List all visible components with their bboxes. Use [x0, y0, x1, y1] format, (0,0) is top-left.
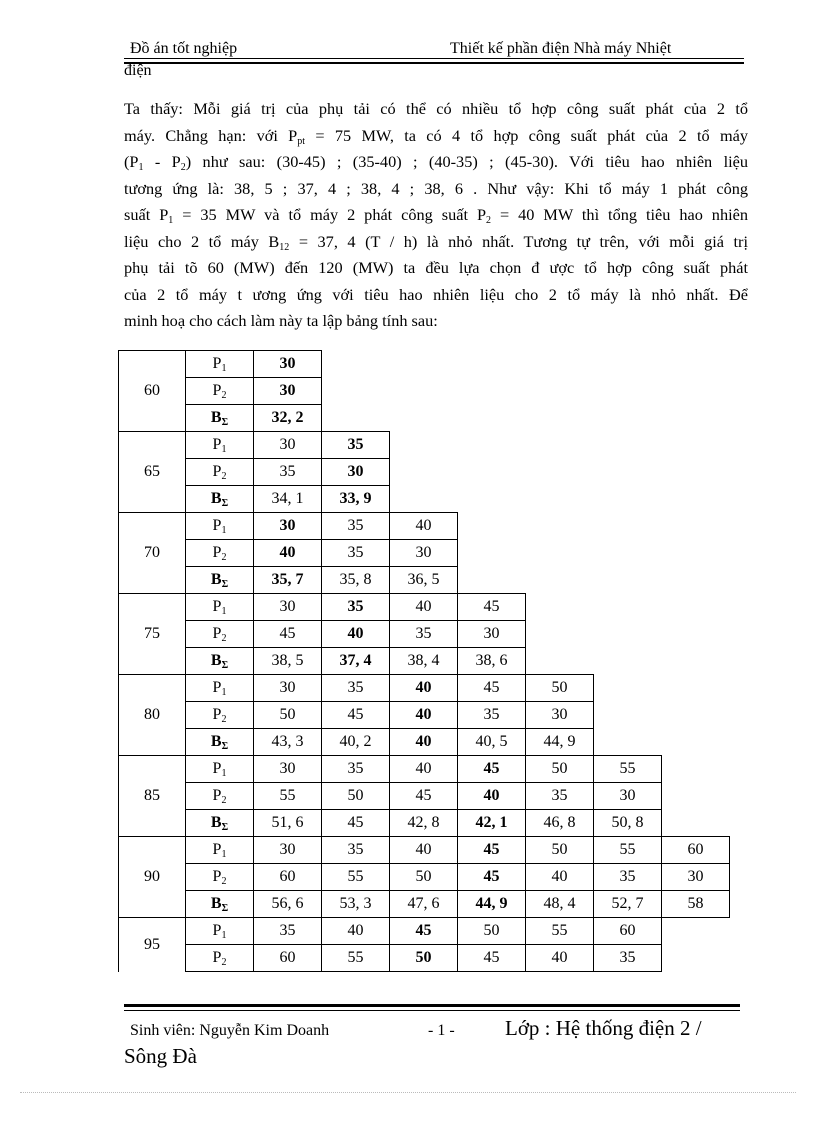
- value-cell: 45: [322, 810, 390, 837]
- footer-rule: [124, 1010, 740, 1011]
- value-cell: 32, 2: [254, 405, 322, 432]
- value-cell: 30: [526, 702, 594, 729]
- value-cell: 45: [458, 756, 526, 783]
- value-cell: 43, 3: [254, 729, 322, 756]
- value-cell: 35: [322, 513, 390, 540]
- value-cell: 45: [390, 918, 458, 945]
- empty-cell: [526, 459, 594, 486]
- value-cell: 30: [390, 540, 458, 567]
- table-row: [119, 783, 730, 810]
- value-cell: 47, 6: [390, 891, 458, 918]
- empty-cell: [526, 594, 594, 621]
- header-doc-title: Thiết kế phần điện Nhà máy Nhiệt: [450, 40, 672, 57]
- empty-cell: [526, 567, 594, 594]
- load-value-cell: 65: [119, 432, 186, 513]
- value-cell: 38, 5: [254, 648, 322, 675]
- value-cell: 40: [390, 729, 458, 756]
- value-cell: 30: [254, 351, 322, 378]
- load-value-cell: 95: [119, 918, 186, 972]
- empty-cell: [458, 432, 526, 459]
- empty-cell: [662, 486, 730, 513]
- value-cell: 45: [458, 594, 526, 621]
- body-paragraph: [124, 96, 748, 335]
- value-cell: 35: [526, 783, 594, 810]
- empty-cell: [662, 702, 730, 729]
- value-cell: 50: [526, 675, 594, 702]
- value-cell: 37, 4: [322, 648, 390, 675]
- value-cell: 35: [254, 459, 322, 486]
- value-cell: 45: [458, 945, 526, 972]
- value-cell: 35: [594, 864, 662, 891]
- table-row: [119, 594, 730, 621]
- empty-cell: [390, 378, 458, 405]
- value-cell: 50: [526, 837, 594, 864]
- empty-cell: [594, 621, 662, 648]
- empty-cell: [594, 513, 662, 540]
- table-row: [119, 486, 730, 513]
- header-title-continuation: điện: [124, 62, 152, 79]
- value-cell: 42, 8: [390, 810, 458, 837]
- load-value-cell: 90: [119, 837, 186, 918]
- empty-cell: [662, 648, 730, 675]
- row-label-cell: $P_1$: [186, 594, 254, 621]
- table-row: [119, 837, 730, 864]
- fuel-consumption-table: [118, 350, 730, 972]
- value-cell: 50: [526, 756, 594, 783]
- paragraph-line: máy. Chẳng hạn: với $P_{pt} = 75$ MW, ta có 4 tổ hợp công suất phát của 2 tổ máy: [124, 125, 748, 147]
- empty-cell: [458, 351, 526, 378]
- table-row: [119, 648, 730, 675]
- value-cell: 34, 1: [254, 486, 322, 513]
- value-cell: 40: [390, 837, 458, 864]
- table-row: [119, 729, 730, 756]
- empty-cell: [526, 513, 594, 540]
- row-label-cell: $P_2$: [186, 540, 254, 567]
- value-cell: 35: [322, 540, 390, 567]
- table-row: [119, 756, 730, 783]
- value-cell: 35: [322, 594, 390, 621]
- empty-cell: [526, 540, 594, 567]
- value-cell: 45: [458, 837, 526, 864]
- empty-cell: [594, 675, 662, 702]
- row-label-cell: $P_1$: [186, 837, 254, 864]
- table-row: [119, 378, 730, 405]
- value-cell: 40: [526, 945, 594, 972]
- empty-cell: [594, 432, 662, 459]
- table-row: [119, 459, 730, 486]
- value-cell: 30: [254, 756, 322, 783]
- value-cell: 35: [322, 837, 390, 864]
- empty-cell: [662, 540, 730, 567]
- empty-cell: [662, 405, 730, 432]
- value-cell: 40: [526, 864, 594, 891]
- value-cell: 30: [662, 864, 730, 891]
- value-cell: 55: [254, 783, 322, 810]
- empty-cell: [526, 378, 594, 405]
- value-cell: 40: [390, 675, 458, 702]
- row-label-cell: $B_\Sigma$: [186, 405, 254, 432]
- table-row: [119, 918, 730, 945]
- value-cell: 60: [254, 945, 322, 972]
- value-cell: 35: [458, 702, 526, 729]
- value-cell: 44, 9: [458, 891, 526, 918]
- header-doc-type: Đồ án tốt nghiệp: [130, 40, 238, 57]
- value-cell: 50: [322, 783, 390, 810]
- empty-cell: [526, 351, 594, 378]
- empty-cell: [594, 594, 662, 621]
- value-cell: 45: [458, 675, 526, 702]
- row-label-cell: $P_1$: [186, 918, 254, 945]
- row-label-cell: $P_1$: [186, 675, 254, 702]
- row-label-cell: $P_1$: [186, 351, 254, 378]
- value-cell: 40: [254, 540, 322, 567]
- empty-cell: [662, 378, 730, 405]
- value-cell: 53, 3: [322, 891, 390, 918]
- page-number: - 1 -: [428, 1022, 455, 1039]
- empty-cell: [662, 459, 730, 486]
- value-cell: 55: [322, 864, 390, 891]
- empty-cell: [662, 594, 730, 621]
- empty-cell: [458, 567, 526, 594]
- value-cell: 55: [322, 945, 390, 972]
- value-cell: 35, 7: [254, 567, 322, 594]
- value-cell: 40: [322, 918, 390, 945]
- empty-cell: [594, 729, 662, 756]
- value-cell: 55: [594, 837, 662, 864]
- empty-cell: [390, 486, 458, 513]
- table-row: [119, 351, 730, 378]
- value-cell: 30: [254, 513, 322, 540]
- empty-cell: [526, 405, 594, 432]
- table-row: [119, 675, 730, 702]
- table-row: [119, 864, 730, 891]
- value-cell: 40: [390, 702, 458, 729]
- empty-cell: [390, 351, 458, 378]
- value-cell: 35: [322, 432, 390, 459]
- footer-class: Lớp : Hệ thống điện 2 /: [505, 1016, 702, 1040]
- empty-cell: [662, 351, 730, 378]
- paragraph-line: của 2 tổ máy t ương ứng với tiêu hao nhiên liệu cho 2 tổ máy là nhỏ nhất. Để: [124, 284, 748, 304]
- paragraph-line: Ta thấy: Mỗi giá trị của phụ tải có thể có nhiều tổ hợp công suất phát của 2 tổ: [124, 99, 748, 118]
- table-row: [119, 405, 730, 432]
- empty-cell: [322, 405, 390, 432]
- value-cell: 45: [390, 783, 458, 810]
- value-cell: 55: [526, 918, 594, 945]
- empty-cell: [594, 567, 662, 594]
- table-row: [119, 891, 730, 918]
- table-row: [119, 945, 730, 972]
- value-cell: 30: [254, 432, 322, 459]
- row-label-cell: $P_1$: [186, 756, 254, 783]
- empty-cell: [390, 432, 458, 459]
- value-cell: 35, 8: [322, 567, 390, 594]
- row-label-cell: $P_1$: [186, 513, 254, 540]
- empty-cell: [662, 945, 730, 972]
- empty-cell: [526, 432, 594, 459]
- paragraph-line: liệu cho 2 tổ máy $B_{12} = 37$, 4 (T / h) là nhỏ nhất. Tương tự trên, với mỗi giá trị: [124, 231, 749, 253]
- empty-cell: [594, 459, 662, 486]
- value-cell: 38, 4: [390, 648, 458, 675]
- empty-cell: [662, 567, 730, 594]
- value-cell: 40: [390, 513, 458, 540]
- table-row: [119, 621, 730, 648]
- value-cell: 50: [390, 945, 458, 972]
- value-cell: 30: [254, 594, 322, 621]
- empty-cell: [458, 405, 526, 432]
- load-value-cell: 70: [119, 513, 186, 594]
- header-rule-thick: [124, 62, 744, 64]
- value-cell: 50, 8: [594, 810, 662, 837]
- row-label-cell: $B_\Sigma$: [186, 891, 254, 918]
- empty-cell: [390, 405, 458, 432]
- load-value-cell: 85: [119, 756, 186, 837]
- row-label-cell: $P_1$: [186, 432, 254, 459]
- empty-cell: [526, 648, 594, 675]
- empty-cell: [594, 486, 662, 513]
- empty-cell: [322, 351, 390, 378]
- table-row: [119, 432, 730, 459]
- value-cell: 48, 4: [526, 891, 594, 918]
- empty-cell: [594, 351, 662, 378]
- empty-cell: [526, 486, 594, 513]
- row-label-cell: $P_2$: [186, 459, 254, 486]
- empty-cell: [662, 432, 730, 459]
- value-cell: 56, 6: [254, 891, 322, 918]
- empty-cell: [526, 621, 594, 648]
- value-cell: 44, 9: [526, 729, 594, 756]
- row-label-cell: $P_2$: [186, 702, 254, 729]
- value-cell: 46, 8: [526, 810, 594, 837]
- empty-cell: [594, 378, 662, 405]
- row-label-cell: $B_\Sigma$: [186, 729, 254, 756]
- row-label-cell: $P_2$: [186, 864, 254, 891]
- row-label-cell: $B_\Sigma$: [186, 567, 254, 594]
- paragraph-line: $(P_1 - P_2)$ như sau: (30-45) ; (35-40) ; (40-35) ; (45-30). Với tiêu hao nhiên liệu: [124, 152, 749, 173]
- empty-cell: [662, 729, 730, 756]
- value-cell: 35: [322, 756, 390, 783]
- empty-cell: [458, 540, 526, 567]
- paragraph-line: suất $P_1 = 35$ MW và tổ máy 2 phát công suất $P_2 = 40$ MW thì tổng tiêu hao nhiên: [124, 205, 748, 226]
- row-label-cell: $P_2$: [186, 945, 254, 972]
- row-label-cell: $P_2$: [186, 783, 254, 810]
- value-cell: 50: [254, 702, 322, 729]
- value-cell: 40, 2: [322, 729, 390, 756]
- empty-cell: [458, 486, 526, 513]
- empty-cell: [662, 810, 730, 837]
- load-value-cell: 60: [119, 351, 186, 432]
- load-value-cell: 75: [119, 594, 186, 675]
- value-cell: 30: [254, 675, 322, 702]
- empty-cell: [662, 675, 730, 702]
- paragraph-line: minh hoạ cho cách làm này ta lập bảng tính sau:: [124, 311, 438, 330]
- footer-student-name: Sinh viên: Nguyễn Kim Doanh: [130, 1022, 330, 1039]
- table-row: [119, 513, 730, 540]
- table-row: [119, 810, 730, 837]
- empty-cell: [458, 459, 526, 486]
- value-cell: 40: [390, 756, 458, 783]
- empty-cell: [662, 621, 730, 648]
- empty-cell: [662, 513, 730, 540]
- empty-cell: [594, 702, 662, 729]
- value-cell: 52, 7: [594, 891, 662, 918]
- value-cell: 40: [390, 594, 458, 621]
- value-cell: 40: [322, 621, 390, 648]
- empty-cell: [594, 540, 662, 567]
- value-cell: 50: [458, 918, 526, 945]
- value-cell: 60: [254, 864, 322, 891]
- empty-cell: [662, 918, 730, 945]
- value-cell: 30: [458, 621, 526, 648]
- table-row: [119, 567, 730, 594]
- value-cell: 36, 5: [390, 567, 458, 594]
- row-label-cell: $P_2$: [186, 378, 254, 405]
- value-cell: 40: [458, 783, 526, 810]
- value-cell: 42, 1: [458, 810, 526, 837]
- value-cell: 55: [594, 756, 662, 783]
- row-label-cell: $B_\Sigma$: [186, 486, 254, 513]
- row-label-cell: $B_\Sigma$: [186, 810, 254, 837]
- empty-cell: [322, 378, 390, 405]
- empty-cell: [390, 459, 458, 486]
- value-cell: 35: [594, 945, 662, 972]
- table-row: [119, 702, 730, 729]
- table-row: [119, 540, 730, 567]
- paragraph-line: phụ tải tõ 60 (MW) đến 120 (MW) ta đều lựa chọn đ ược tổ hợp công suất phát: [124, 258, 748, 277]
- empty-cell: [458, 513, 526, 540]
- footer-class-continuation: Sông Đà: [124, 1044, 197, 1068]
- value-cell: 30: [254, 837, 322, 864]
- value-cell: 50: [390, 864, 458, 891]
- empty-cell: [594, 405, 662, 432]
- value-cell: 38, 6: [458, 648, 526, 675]
- value-cell: 45: [254, 621, 322, 648]
- value-cell: 40, 5: [458, 729, 526, 756]
- empty-cell: [662, 783, 730, 810]
- value-cell: 33, 9: [322, 486, 390, 513]
- value-cell: 58: [662, 891, 730, 918]
- empty-cell: [594, 648, 662, 675]
- paragraph-line: tương ứng là: 38, 5 ; 37, 4 ; 38, 4 ; 38, 6 . Như vậy: Khi tổ máy 1 phát công: [124, 178, 748, 198]
- row-label-cell: $P_2$: [186, 621, 254, 648]
- empty-cell: [662, 756, 730, 783]
- header-rule: [124, 58, 744, 59]
- value-cell: 30: [254, 378, 322, 405]
- value-cell: 45: [322, 702, 390, 729]
- row-label-cell: $B_\Sigma$: [186, 648, 254, 675]
- value-cell: 35: [254, 918, 322, 945]
- value-cell: 30: [322, 459, 390, 486]
- value-cell: 51, 6: [254, 810, 322, 837]
- value-cell: 60: [594, 918, 662, 945]
- value-cell: 35: [322, 675, 390, 702]
- page-bottom-dotted-line: [20, 1092, 796, 1093]
- value-cell: 60: [662, 837, 730, 864]
- value-cell: 45: [458, 864, 526, 891]
- value-cell: 30: [594, 783, 662, 810]
- footer-rule-thick: [124, 1004, 740, 1007]
- value-cell: 35: [390, 621, 458, 648]
- load-value-cell: 80: [119, 675, 186, 756]
- empty-cell: [458, 378, 526, 405]
